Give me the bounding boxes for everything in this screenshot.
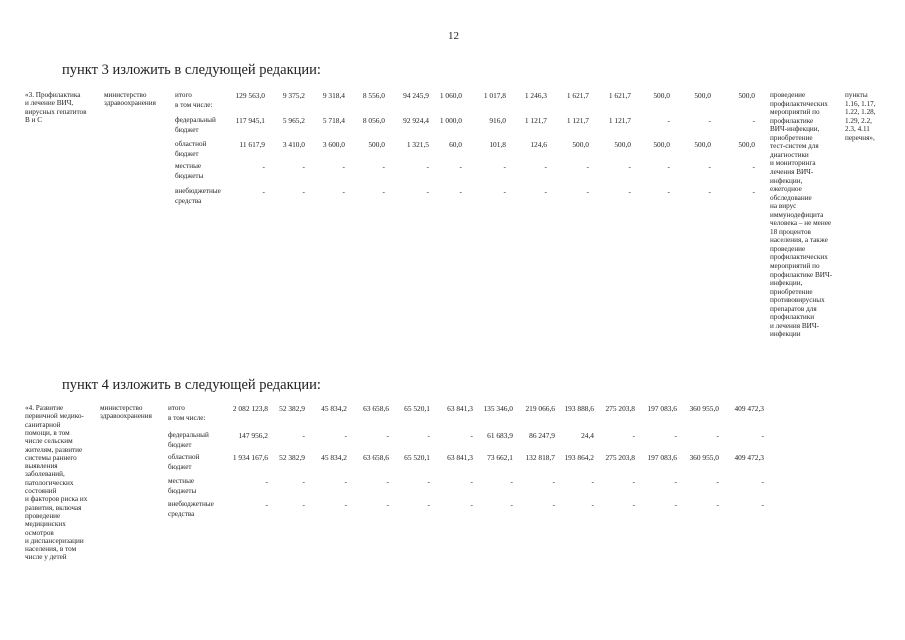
expected-result-line: профилактике ВИЧ- — [770, 270, 833, 279]
funding-value: - — [342, 187, 345, 196]
expected-result-line: населения, а также — [770, 236, 828, 245]
expected-result-line: на вирус — [770, 202, 797, 211]
funding-source-label: внебюджетные — [168, 500, 214, 508]
funding-source-label: в том числе: — [175, 101, 213, 109]
expected-result-line: приобретение — [770, 287, 813, 296]
funding-value: - — [716, 431, 719, 440]
funding-value: - — [503, 162, 506, 171]
funding-value: 500,0 — [738, 140, 755, 149]
funding-value: - — [674, 500, 677, 509]
program-name-line: медицинских — [25, 520, 66, 529]
funding-value: - — [716, 477, 719, 486]
funding-value: 1 121,7 — [566, 116, 589, 125]
funding-value: - — [265, 477, 268, 486]
funding-value: 135 346,0 — [483, 404, 513, 413]
funding-value: 1 621,7 — [608, 91, 631, 100]
expected-result-line: диагностики — [770, 150, 809, 159]
funding-value: 65 520,1 — [404, 453, 430, 462]
expected-result-line: ВИЧ-инфекции, — [770, 125, 820, 134]
funding-value: 500,0 — [614, 140, 631, 149]
funding-value: - — [552, 500, 555, 509]
funding-source-label: местные — [175, 162, 202, 170]
funding-value: - — [586, 162, 589, 171]
funding-source-label: средства — [168, 510, 195, 518]
program-name-line: помощи, в том — [25, 428, 70, 437]
funding-value: 92 924,4 — [403, 116, 429, 125]
expected-result-line: и мониторинга — [770, 159, 816, 168]
funding-value: 63 658,6 — [363, 453, 389, 462]
funding-value: 1 017,8 — [483, 91, 506, 100]
funding-value: - — [459, 162, 462, 171]
funding-source-label: областной — [175, 140, 207, 148]
program-name-line: проведение — [25, 511, 61, 520]
reference-points-line: 1.16, 1.17, — [845, 99, 876, 108]
expected-result-line: инфекции, — [770, 176, 803, 185]
funding-value: 500,0 — [572, 140, 589, 149]
program-name-line: «4. Развитие — [25, 404, 64, 412]
funding-value: 11 617,9 — [239, 140, 265, 149]
program-name-line: первичной медико- — [25, 412, 84, 421]
funding-source-label: бюджеты — [175, 172, 204, 180]
expected-result-line: мероприятий по — [770, 108, 820, 117]
funding-value: - — [386, 431, 389, 440]
section3-heading: пункт 3 изложить в следующей редакции: — [62, 62, 321, 78]
funding-value: - — [674, 477, 677, 486]
funding-value: - — [382, 187, 385, 196]
funding-value: - — [386, 477, 389, 486]
funding-value: 1 060,0 — [439, 91, 462, 100]
funding-value: - — [667, 187, 670, 196]
reference-points-line: 1.22, 1.28, — [845, 108, 876, 117]
program-name-line: патологических — [25, 478, 74, 487]
program-name-line: заболеваний, — [25, 470, 65, 479]
funding-value: 132 818,7 — [525, 453, 555, 462]
funding-value: 9 318,4 — [322, 91, 345, 100]
program-name-line: состояний — [25, 487, 57, 495]
executor-line: здравоохранения — [100, 412, 152, 421]
funding-value: - — [427, 477, 430, 486]
funding-value: 500,0 — [694, 140, 711, 149]
expected-result-line: профилактических — [770, 253, 828, 262]
funding-value: - — [586, 187, 589, 196]
funding-value: 65 520,1 — [404, 404, 430, 413]
funding-value: - — [262, 187, 265, 196]
expected-result-line: противовирусных — [770, 296, 825, 305]
funding-value: 117 945,1 — [235, 116, 265, 125]
program-name-line: и лечение ВИЧ, — [25, 99, 74, 108]
expected-result-line: профилактике — [770, 116, 814, 125]
funding-source-label: местные — [168, 477, 195, 485]
funding-value: 5 965,2 — [282, 116, 305, 125]
funding-value: - — [470, 431, 473, 440]
funding-value: - — [344, 500, 347, 509]
expected-result-line: проведение — [770, 91, 806, 99]
funding-value: - — [632, 477, 635, 486]
funding-value: 2 082 123,8 — [232, 404, 268, 413]
expected-result-line: иммунодефицита — [770, 210, 824, 219]
funding-source-label: итого — [175, 91, 192, 99]
funding-value: - — [628, 162, 631, 171]
funding-value: - — [265, 500, 268, 509]
expected-result-line: обследование — [770, 193, 812, 202]
funding-value: 916,0 — [489, 116, 506, 125]
expected-result-line: проведение — [770, 244, 806, 253]
funding-value: - — [544, 162, 547, 171]
funding-value: - — [552, 477, 555, 486]
funding-value: 94 245,9 — [403, 91, 429, 100]
funding-value: - — [503, 187, 506, 196]
funding-value: 500,0 — [368, 140, 385, 149]
funding-value: 1 000,0 — [439, 116, 462, 125]
funding-value: 409 472,3 — [734, 404, 764, 413]
program-name-line: населения, в том — [25, 545, 77, 554]
funding-value: 219 066,6 — [525, 404, 555, 413]
funding-value: 61 683,9 — [487, 431, 513, 440]
program-name-line: и диспансеризации — [25, 536, 84, 545]
funding-source-label: бюджеты — [168, 487, 197, 495]
funding-value: - — [302, 187, 305, 196]
funding-value: - — [708, 187, 711, 196]
funding-value: - — [510, 477, 513, 486]
funding-source-label: в том числе: — [168, 414, 206, 422]
funding-value: - — [344, 431, 347, 440]
funding-value: 1 321,5 — [406, 140, 429, 149]
funding-value: 1 121,7 — [608, 116, 631, 125]
funding-source-label: бюджет — [168, 463, 192, 471]
funding-value: - — [761, 431, 764, 440]
program-name-line: осмотров — [25, 528, 54, 537]
reference-points-line: 2.3, 4.11 — [845, 125, 870, 134]
funding-value: 63 841,3 — [447, 404, 473, 413]
program-name-line: санитарной — [25, 420, 61, 429]
funding-value: - — [382, 162, 385, 171]
funding-source-label: итого — [168, 404, 185, 412]
funding-source-label: федеральный — [168, 431, 209, 439]
funding-value: 1 121,7 — [524, 116, 547, 125]
expected-result-line: ежегодное — [770, 185, 802, 194]
funding-value: 63 658,6 — [363, 404, 389, 413]
funding-value: - — [708, 116, 711, 125]
funding-value: 409 472,3 — [734, 453, 764, 462]
funding-value: - — [302, 431, 305, 440]
funding-value: 52 382,9 — [279, 404, 305, 413]
expected-result-line: и лечения ВИЧ- — [770, 321, 819, 330]
executor-line: министерство — [100, 404, 143, 412]
funding-value: 8 056,0 — [362, 116, 385, 125]
funding-source-label: внебюджетные — [175, 187, 221, 195]
expected-result-line: профилактики — [770, 313, 815, 322]
funding-value: - — [752, 187, 755, 196]
funding-value: 275 203,8 — [605, 404, 635, 413]
funding-value: 5 718,4 — [322, 116, 345, 125]
funding-value: - — [262, 162, 265, 171]
expected-result-line: препаратов для — [770, 304, 817, 313]
funding-value: 129 563,0 — [235, 91, 265, 100]
funding-value: 63 841,3 — [447, 453, 473, 462]
funding-value: - — [386, 500, 389, 509]
funding-value: - — [708, 162, 711, 171]
funding-value: - — [628, 187, 631, 196]
program-name-line: выявления — [25, 462, 58, 471]
funding-value: 45 834,2 — [321, 404, 347, 413]
funding-value: 360 955,0 — [689, 453, 719, 462]
funding-value: 45 834,2 — [321, 453, 347, 462]
program-name-line: вирусных гепатитов — [25, 107, 87, 116]
funding-value: - — [667, 116, 670, 125]
funding-value: - — [470, 477, 473, 486]
funding-value: - — [302, 500, 305, 509]
funding-value: 124,6 — [530, 140, 547, 149]
funding-value: 197 083,6 — [647, 404, 677, 413]
funding-value: - — [459, 187, 462, 196]
funding-value: - — [752, 162, 755, 171]
reference-points-line: пункты — [845, 91, 868, 99]
executor-line: министерство — [104, 91, 147, 99]
program-name-line: «3. Профилактика — [25, 91, 81, 99]
funding-value: 500,0 — [653, 91, 670, 100]
funding-value: - — [591, 500, 594, 509]
expected-result-line: тест-систем для — [770, 142, 819, 151]
expected-result-line: профилактических — [770, 99, 828, 108]
funding-source-label: средства — [175, 197, 202, 205]
funding-value: - — [427, 500, 430, 509]
expected-result-line: мероприятий по — [770, 262, 820, 270]
funding-value: - — [667, 162, 670, 171]
program-name-line: числе у детей — [25, 553, 67, 562]
funding-value: 3 600,0 — [322, 140, 345, 149]
program-name-line: и факторов риска их — [25, 495, 88, 504]
funding-value: - — [302, 162, 305, 171]
funding-source-label: областной — [168, 453, 200, 461]
funding-value: 1 246,3 — [524, 91, 547, 100]
expected-result-line: инфекции, — [770, 279, 803, 288]
funding-value: 73 662,1 — [487, 453, 513, 462]
expected-result-line: лечения ВИЧ- — [770, 167, 814, 176]
reference-points-line: 1.29, 2.2, — [845, 116, 872, 125]
funding-value: 101,8 — [489, 140, 506, 149]
funding-value: 500,0 — [653, 140, 670, 149]
reference-points-line: перечня», — [845, 133, 875, 142]
expected-result-line: 18 процентов — [770, 227, 811, 236]
executor-line: здравоохранения — [104, 99, 156, 108]
funding-value: 8 556,0 — [362, 91, 385, 100]
funding-value: 360 955,0 — [689, 404, 719, 413]
funding-value: - — [544, 187, 547, 196]
funding-value: 3 410,0 — [282, 140, 305, 149]
program-name-line: развития, включая — [25, 503, 82, 512]
funding-value: - — [426, 187, 429, 196]
funding-value: - — [427, 431, 430, 440]
funding-source-label: бюджет — [175, 126, 199, 134]
funding-value: - — [470, 500, 473, 509]
funding-value: 60,0 — [449, 140, 462, 149]
funding-value: 193 888,6 — [564, 404, 594, 413]
funding-value: 24,4 — [581, 431, 594, 440]
funding-source-label: федеральный — [175, 116, 216, 124]
funding-value: 1 934 167,6 — [232, 453, 268, 462]
funding-source-label: бюджет — [175, 150, 199, 158]
funding-value: - — [716, 500, 719, 509]
funding-value: 52 382,9 — [279, 453, 305, 462]
funding-value: - — [342, 162, 345, 171]
funding-value: 193 864,2 — [564, 453, 594, 462]
expected-result-line: человека – не менее — [770, 219, 832, 228]
funding-value: 1 621,7 — [566, 91, 589, 100]
funding-value: - — [302, 477, 305, 486]
program-name-line: В и С — [25, 115, 43, 124]
funding-source-label: бюджет — [168, 441, 192, 449]
funding-value: - — [761, 477, 764, 486]
expected-result-line: инфекции — [770, 330, 801, 339]
program-name-line: числе сельским — [25, 437, 73, 446]
funding-value: - — [632, 500, 635, 509]
funding-value: - — [510, 500, 513, 509]
funding-value: 147 956,2 — [238, 431, 268, 440]
funding-value: - — [632, 431, 635, 440]
program-name-line: системы раннего — [25, 453, 77, 462]
funding-value: - — [674, 431, 677, 440]
funding-value: - — [752, 116, 755, 125]
funding-value: - — [426, 162, 429, 171]
funding-value: 86 247,9 — [529, 431, 555, 440]
funding-value: 9 375,2 — [282, 91, 305, 100]
funding-value: 500,0 — [738, 91, 755, 100]
funding-value: - — [591, 477, 594, 486]
funding-value: 197 083,6 — [647, 453, 677, 462]
section4-heading: пункт 4 изложить в следующей редакции: — [62, 377, 321, 393]
expected-result-line: приобретение — [770, 133, 813, 142]
funding-value: 275 203,8 — [605, 453, 635, 462]
funding-value: - — [344, 477, 347, 486]
program-name-line: жителям, развитие — [25, 445, 83, 454]
funding-value: 500,0 — [694, 91, 711, 100]
funding-value: - — [761, 500, 764, 509]
page-number: 12 — [448, 30, 459, 42]
